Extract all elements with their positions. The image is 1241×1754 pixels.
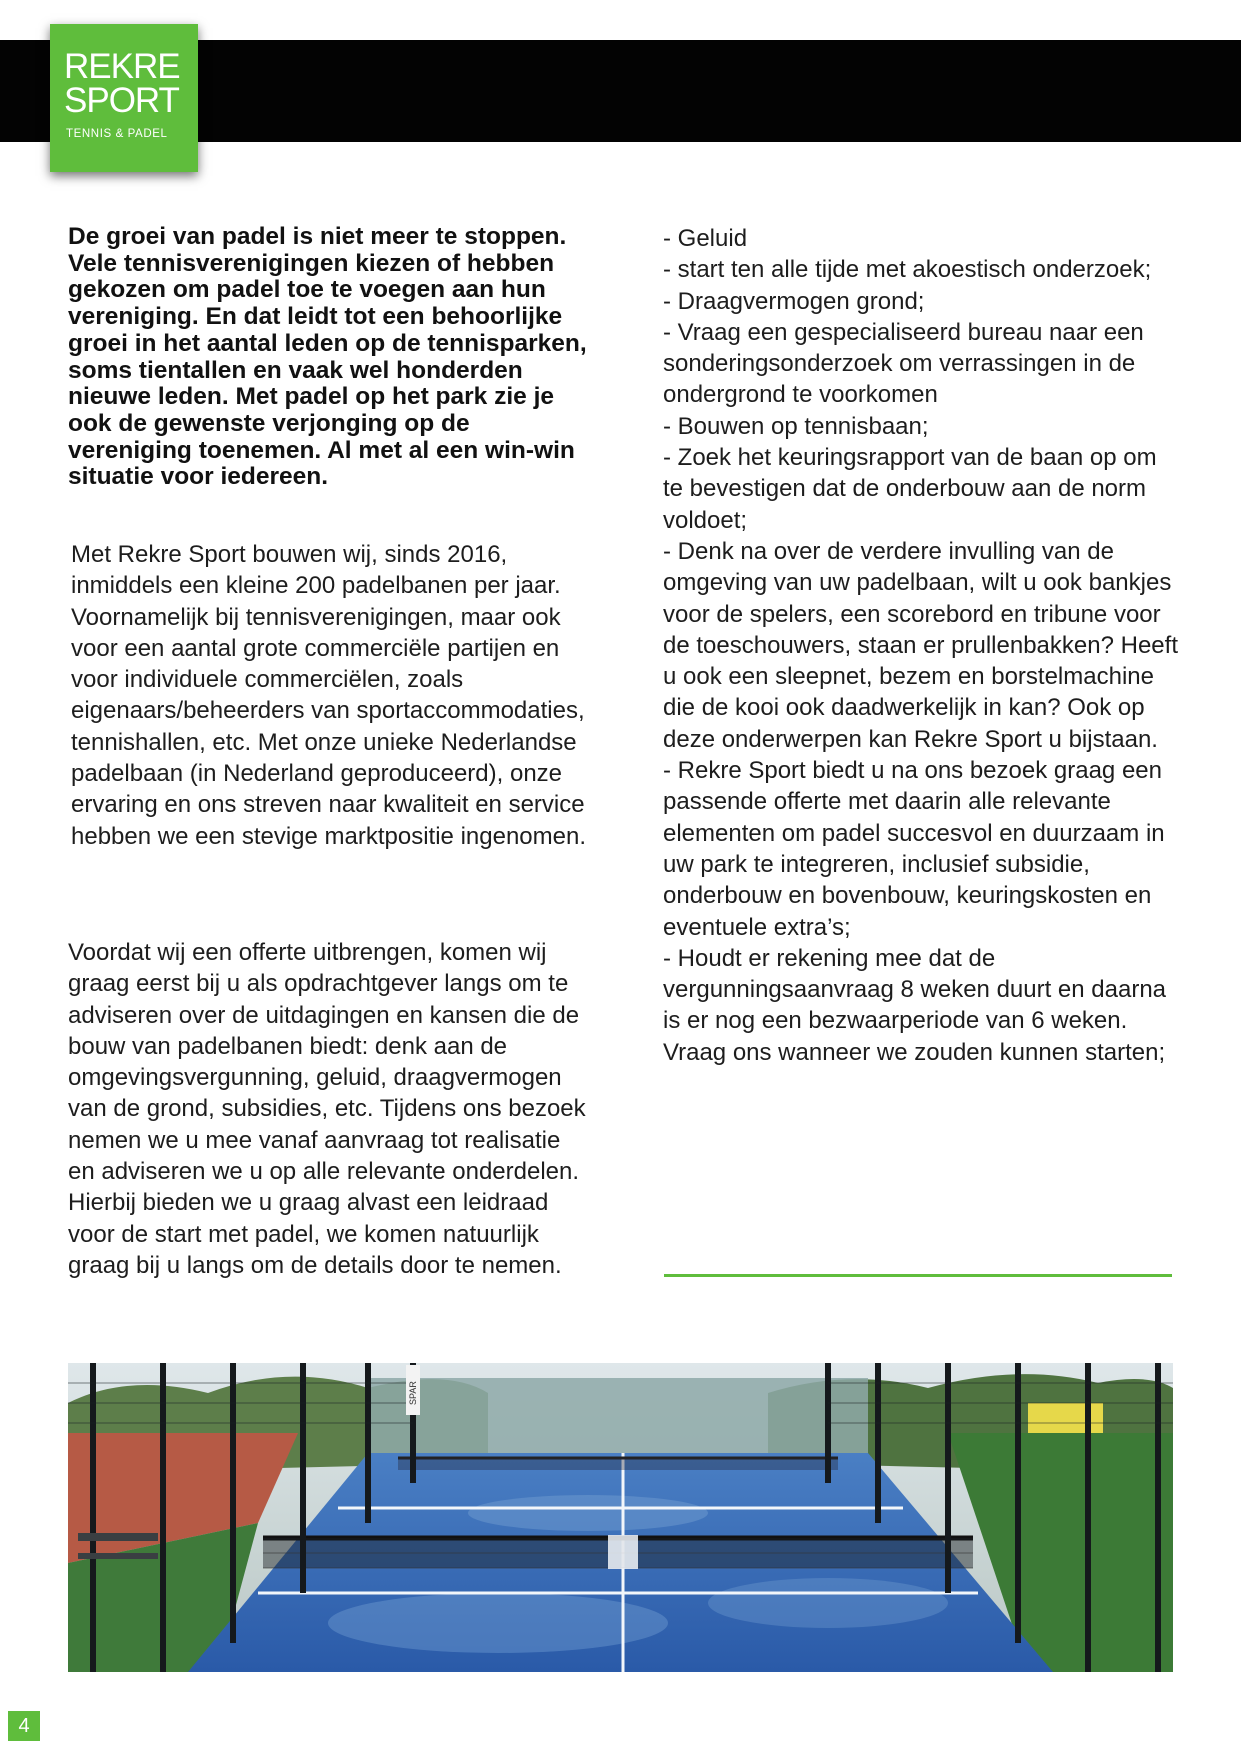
body-paragraph-1: Met Rekre Sport bouwen wij, sinds 2016, inmiddels een kleine 200 padelbanen per jaar. Voornamelijk bij tennisverenigingen, maar ook voor een aantal grote commerciële partijen en voor individuele commerciëlen, zoals eigenaars/beheerders van sportaccommodaties, tennishallen, etc. Met onze unieke Nederlandse padelbaan (in Nederland geproduceerd), onze ervaring en ons streven naar kwaliteit en service hebben we een stevige marktpositie ingenomen.: [71, 541, 586, 850]
green-divider: [664, 1274, 1172, 1277]
checklist-item: - start ten alle tijde met akoestisch onderzoek;: [663, 256, 1152, 284]
logo-tagline: TENNIS & PADEL: [66, 128, 168, 140]
logo-line-sport: SPORT: [64, 81, 179, 120]
checklist-item: - Houdt er rekening mee dat de vergunningsaanvraag 8 weken duurt en daarna is er nog een bezwaarperiode van 6 weken. Vraag ons wanneer we zouden kunnen starten;: [663, 944, 1167, 1066]
logo-line-rekre: REKRE: [64, 47, 180, 86]
banner-text: SPAR: [408, 1381, 418, 1405]
checklist-item: - Vraag een gespecialiseerd bureau naar een sonderingsonderzoek om verrassingen in de ondergrond te voorkomen: [663, 318, 1144, 409]
checklist-item: - Zoek het keuringsrapport van de baan op om te bevestigen dat de onderbouw aan de norm voldoet;: [663, 444, 1157, 534]
checklist-item: - Geluid: [663, 225, 748, 252]
checklist-item: - Bouwen op tennisbaan;: [663, 412, 929, 440]
checklist: [663, 223, 1183, 1068]
checklist-item: - Denk na over de verdere invulling van de omgeving van uw padelbaan, wilt u ook bankjes voor de spelers, een scorebord en tribune voor de toeschouwers, staan er prullenbakken? Heeft u ook een sleepnet, bezem en borstelmachine die de kooi ook daadwerkelijk in kan? Ook op deze onderwerpen kan Rekre Sport u bijstaan.: [663, 537, 1178, 753]
body-paragraph-2: Voordat wij een offerte uitbrengen, komen wij graag eerst bij u als opdrachtgever langs om te adviseren over de uitdagingen en kansen die de bouw van padelbanen biedt: denk aan de omgevingsvergunning, geluid, draagvermogen van de grond, subsidies, etc. Tijdens ons bezoek nemen we u mee vanaf aanvraag tot realisatie en adviseren we u op alle relevante onderdelen. Hierbij bieden we u graag alvast een leidraad voor de start met padel, we komen natuurlijk graag bij u langs om de details door te nemen.: [68, 939, 586, 1279]
checklist-item: - Rekre Sport biedt u na ons bezoek graag een passende offerte met daarin alle relevante elementen om padel succesvol en duurzaam in uw park te integreren, inclusief subsidie, onderbouw en bovenbouw, keuringskosten en eventuele extra’s;: [663, 757, 1165, 941]
intro-paragraph: De groei van padel is niet meer te stoppen. Vele tennisverenigingen kiezen of hebben gekozen om padel toe te voegen aan hun vereniging. En dat leidt tot een behoorlijke groei in het aantal leden op de tennisparken, soms tientallen en vaak wel honderden nieuwe leden. Met padel op het park zie je ook de gewenste verjonging op de vereniging toenemen. Al met al een win-win situatie voor iedereen.: [68, 223, 587, 491]
padel-court-illustration: [68, 1363, 1173, 1672]
rekre-sport-logo: [50, 24, 198, 172]
checklist-item: - Draagvermogen grond;: [663, 287, 925, 315]
padel-court-photo: [68, 1363, 1173, 1672]
page-number: 4: [8, 1711, 40, 1741]
